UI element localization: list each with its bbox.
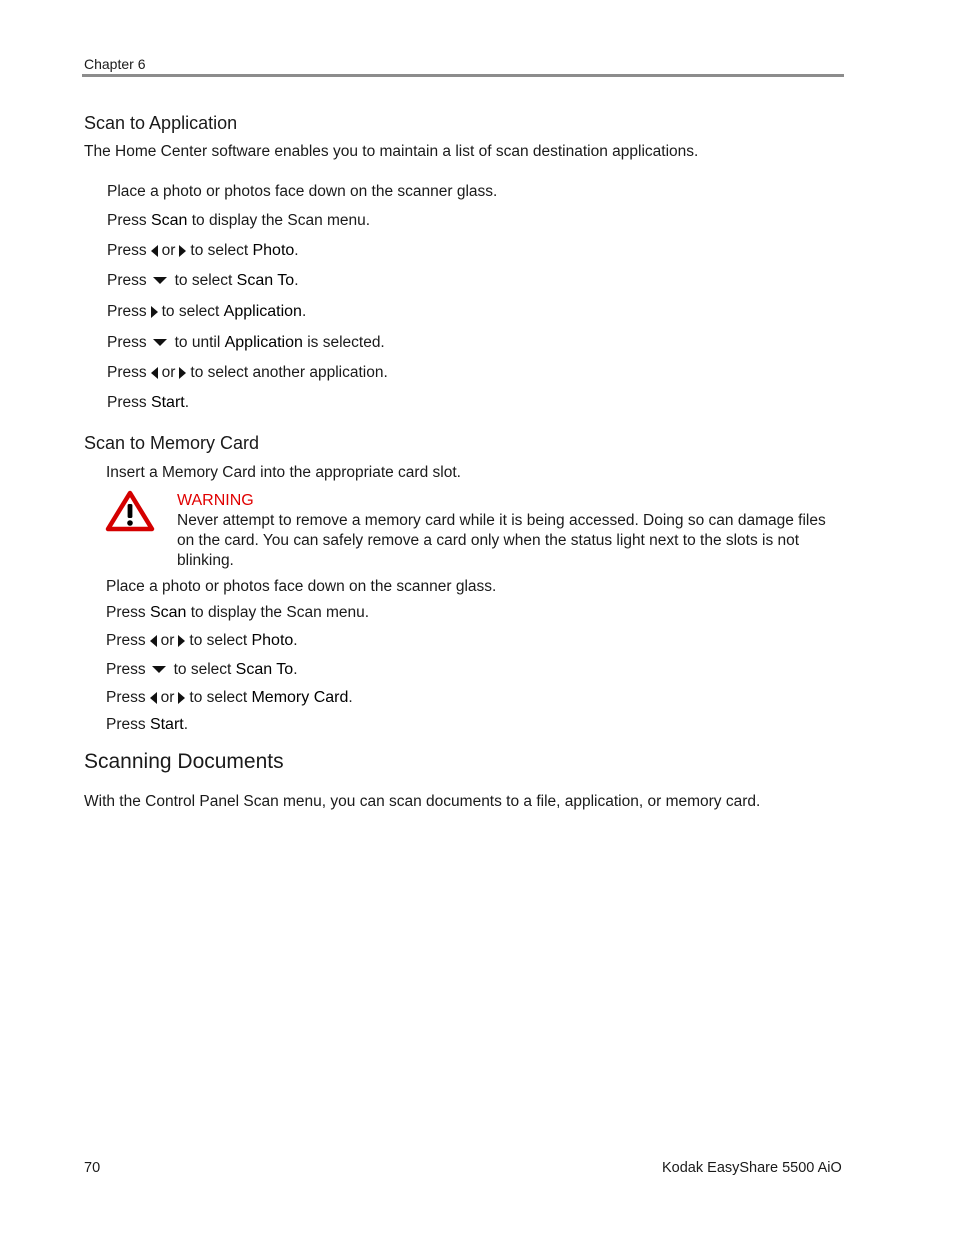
ui-term-memory-card: Memory Card	[251, 689, 349, 706]
warning-title: WARNING	[177, 492, 254, 509]
left-arrow-icon	[150, 692, 157, 704]
left-arrow-icon	[151, 245, 158, 257]
down-arrow-icon	[152, 666, 166, 673]
right-arrow-icon	[179, 367, 186, 379]
chapter-label: Chapter 6	[84, 56, 146, 72]
heading-scan-to-application: Scan to Application	[84, 113, 238, 133]
heading-scan-to-memory-card: Scan to Memory Card	[84, 433, 260, 453]
page-number: 70	[84, 1160, 101, 1176]
down-arrow-icon	[153, 339, 167, 346]
right-arrow-icon	[178, 692, 185, 704]
header-rule	[82, 74, 844, 77]
product-name: Kodak EasyShare 5500 AiO	[662, 1160, 842, 1176]
ui-term-start: Start	[149, 716, 184, 733]
card-step-4: Press or to select Photo.	[106, 632, 298, 649]
ui-term-scan: Scan	[149, 604, 187, 621]
app-step-1: Place a photo or photos face down on the scanner glass.	[107, 183, 498, 200]
right-arrow-icon	[179, 245, 186, 257]
ui-term-scan: Scan	[150, 212, 188, 229]
app-step-7: Press or to select another application.	[107, 364, 388, 381]
app-step-6: Press to until Application is selected.	[107, 334, 385, 351]
card-step-6: Press or to select Memory Card.	[106, 689, 353, 706]
ui-term-scan-to: Scan To	[236, 272, 295, 289]
app-step-8: Press Start.	[107, 394, 190, 411]
down-arrow-icon	[153, 277, 167, 284]
app-step-4: Press to select Scan To.	[107, 272, 299, 289]
warning-triangle-icon	[105, 490, 155, 532]
left-arrow-icon	[150, 635, 157, 647]
right-arrow-icon	[151, 306, 158, 318]
card-step-5: Press to select Scan To.	[106, 661, 298, 678]
heading-scanning-documents: Scanning Documents	[84, 750, 284, 773]
left-arrow-icon	[151, 367, 158, 379]
app-step-2: Press Scan to display the Scan menu.	[107, 212, 371, 229]
card-step-3: Press Scan to display the Scan menu.	[106, 604, 370, 621]
ui-term-application: Application	[224, 334, 303, 351]
app-step-3: Press or to select Photo.	[107, 242, 299, 259]
right-arrow-icon	[178, 635, 185, 647]
ui-term-photo: Photo	[252, 242, 295, 259]
app-step-5: Press to select Application.	[107, 303, 307, 320]
ui-term-application: Application	[223, 303, 302, 320]
card-step-2: Place a photo or photos face down on the scanner glass.	[106, 578, 497, 595]
warning-body: Never attempt to remove a memory card while it is being accessed. Doing so can damage files on the card. You can safely remove a card only when the status light next to the slots is not blinking.	[177, 512, 826, 569]
card-step-1: Insert a Memory Card into the appropriate card slot.	[106, 464, 461, 481]
intro-scanning-documents: With the Control Panel Scan menu, you can scan documents to a file, application, or memory card.	[84, 793, 761, 810]
card-step-7: Press Start.	[106, 716, 189, 733]
ui-term-scan-to: Scan To	[235, 661, 294, 678]
intro-scan-to-application: The Home Center software enables you to maintain a list of scan destination applications.	[84, 143, 699, 160]
ui-term-start: Start	[150, 394, 185, 411]
ui-term-photo: Photo	[251, 632, 294, 649]
